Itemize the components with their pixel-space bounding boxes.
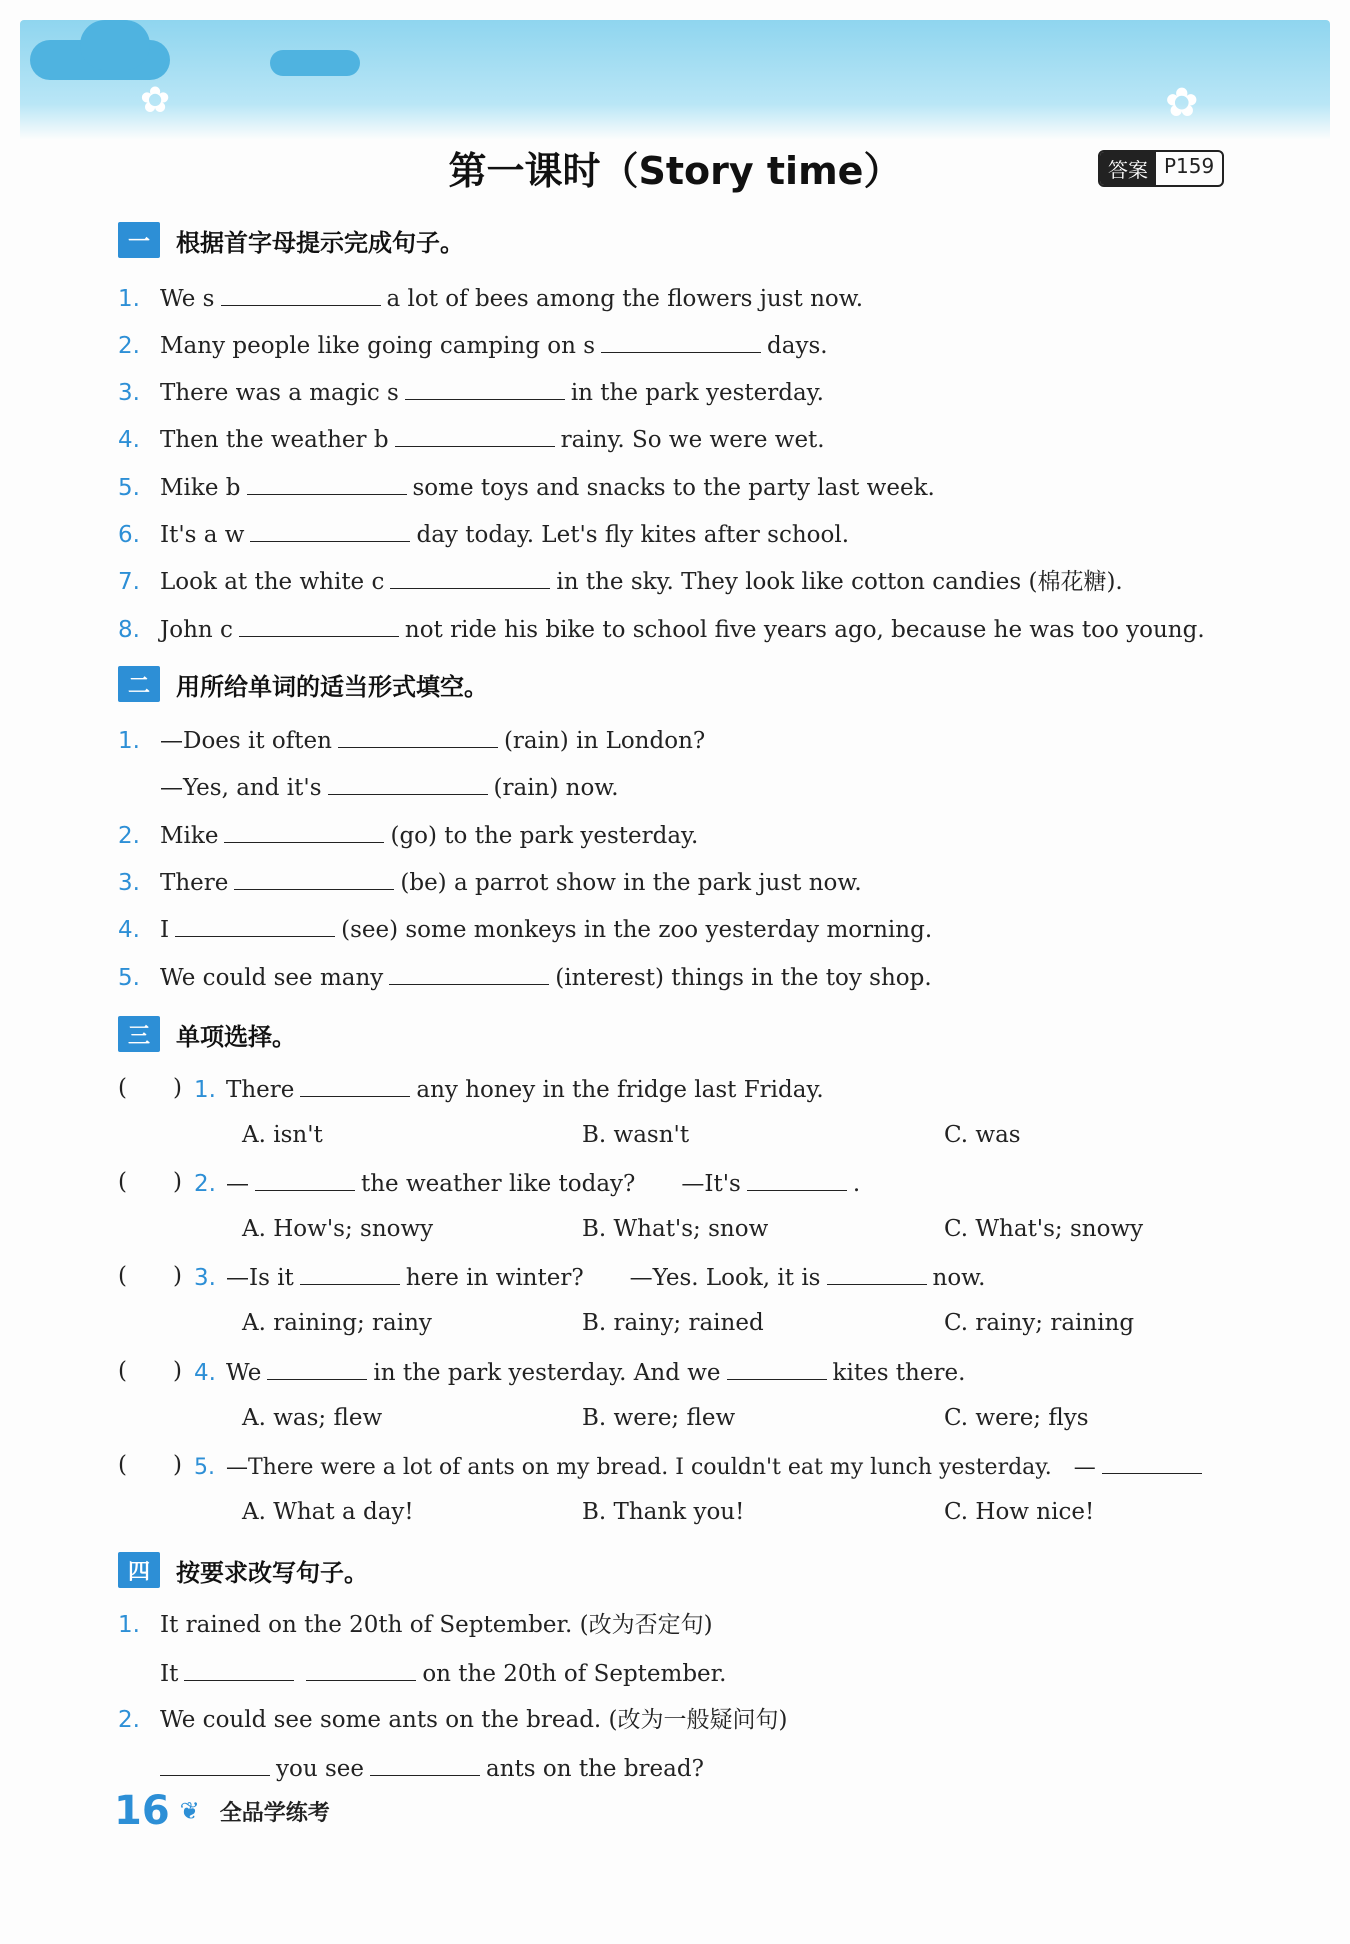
answer-bracket[interactable]: ( ) <box>118 1169 182 1195</box>
answer-blank[interactable] <box>395 422 555 447</box>
section-3-heading <box>118 1016 296 1052</box>
option-b[interactable]: B. wasn't <box>582 1122 690 1148</box>
answer-blank[interactable] <box>234 865 394 890</box>
answer-blank[interactable] <box>727 1355 827 1380</box>
question-stem: 3. —Is it here in winter? —Yes. Look, it is now. <box>194 1260 985 1294</box>
section-title: 用所给单词的适当形式填空。 <box>176 672 488 701</box>
header-banner <box>20 20 1330 140</box>
option-a[interactable]: A. What a day! <box>242 1499 414 1525</box>
answer-blank[interactable] <box>306 1656 416 1681</box>
answer-blank[interactable] <box>250 517 410 542</box>
list-item: 5. We could see many (interest) things in the toy shop. <box>118 960 932 994</box>
question-stem: 4. We in the park yesterday. And we kites there. <box>194 1355 965 1389</box>
list-item: 8. John c not ride his bike to school five years ago, because he was too young. <box>118 612 1205 646</box>
question-stem: 2. — the weather like today? —It's . <box>194 1166 860 1200</box>
answer-reference <box>1098 150 1224 187</box>
option-c[interactable]: C. rainy; raining <box>944 1310 1135 1336</box>
answer-line: It on the 20th of September. <box>160 1656 726 1690</box>
option-a[interactable]: A. isn't <box>242 1122 323 1148</box>
answer-bracket[interactable]: ( ) <box>118 1075 182 1101</box>
answer-blank[interactable] <box>255 1166 355 1191</box>
list-item: 4. I (see) some monkeys in the zoo yesterday morning. <box>118 912 932 946</box>
answer-line: you see ants on the bread? <box>160 1751 704 1785</box>
answer-bracket[interactable]: ( ) <box>118 1452 182 1478</box>
answer-bracket[interactable]: ( ) <box>118 1263 182 1289</box>
page-footer <box>114 1788 330 1834</box>
cloud-icon <box>80 20 150 70</box>
list-item: 2. Mike (go) to the park yesterday. <box>118 818 698 852</box>
option-c[interactable]: C. was <box>944 1122 1021 1148</box>
section-title: 单项选择。 <box>176 1022 296 1051</box>
answer-blank[interactable] <box>160 1751 270 1776</box>
answer-blank[interactable] <box>184 1656 294 1681</box>
answer-blank[interactable] <box>370 1751 480 1776</box>
option-a[interactable]: A. was; flew <box>242 1405 383 1431</box>
cloud-icon <box>270 50 360 76</box>
answer-blank[interactable] <box>405 375 565 400</box>
section-badge: 二 <box>118 666 160 702</box>
section-1-heading <box>118 222 464 258</box>
answer-blank[interactable] <box>601 328 761 353</box>
answer-bracket[interactable]: ( ) <box>118 1358 182 1384</box>
section-badge: 三 <box>118 1016 160 1052</box>
answer-blank[interactable] <box>300 1260 400 1285</box>
answer-blank[interactable] <box>221 281 381 306</box>
answer-label: 答案 <box>1100 152 1156 185</box>
answer-page: P159 <box>1164 154 1215 178</box>
list-item: 2. Many people like going camping on s days. <box>118 328 828 362</box>
option-b[interactable]: B. were; flew <box>582 1405 736 1431</box>
option-b[interactable]: B. Thank you! <box>582 1499 745 1525</box>
answer-blank[interactable] <box>247 470 407 495</box>
list-item: 4. Then the weather b rainy. So we were wet. <box>118 422 825 456</box>
book-name: 全品学练考 <box>219 1800 330 1826</box>
page-number: 16 <box>114 1788 170 1834</box>
section-badge: 一 <box>118 222 160 258</box>
answer-blank[interactable] <box>338 723 498 748</box>
answer-blank[interactable] <box>224 818 384 843</box>
answer-blank[interactable] <box>390 564 550 589</box>
list-item: 1. It rained on the 20th of September. (改为否定句) <box>118 1612 713 1638</box>
page-title: 第一课时（Story time） <box>448 149 902 193</box>
answer-blank[interactable] <box>300 1072 410 1097</box>
answer-blank[interactable] <box>1102 1449 1202 1474</box>
list-item: 2. We could see some ants on the bread. (改为一般疑问句) <box>118 1707 788 1733</box>
section-4-heading <box>118 1552 368 1588</box>
list-item: 1. —Does it often (rain) in London? <box>118 723 705 757</box>
option-b[interactable]: B. rainy; rained <box>582 1310 764 1336</box>
list-item: 1. We s a lot of bees among the flowers just now. <box>118 281 863 315</box>
option-a[interactable]: A. raining; rainy <box>242 1310 432 1336</box>
section-title: 按要求改写句子。 <box>176 1558 368 1587</box>
section-2-heading <box>118 666 488 702</box>
question-stem: 5. —There were a lot of ants on my bread. I couldn't eat my lunch yesterday. — <box>194 1449 1208 1484</box>
section-badge: 四 <box>118 1552 160 1588</box>
option-c[interactable]: C. What's; snowy <box>944 1216 1144 1242</box>
answer-blank[interactable] <box>389 960 549 985</box>
option-c[interactable]: C. How nice! <box>944 1499 1095 1525</box>
answer-blank[interactable] <box>747 1166 847 1191</box>
list-item: —Yes, and it's (rain) now. <box>118 770 619 804</box>
list-item: 7. Look at the white c in the sky. They look like cotton candies (棉花糖). <box>118 564 1123 598</box>
sprout-icon: ❦ <box>179 1797 200 1825</box>
list-item: 5. Mike b some toys and snacks to the party last week. <box>118 470 935 504</box>
answer-blank[interactable] <box>827 1260 927 1285</box>
section-title: 根据首字母提示完成句子。 <box>176 228 464 257</box>
option-a[interactable]: A. How's; snowy <box>242 1216 434 1242</box>
option-b[interactable]: B. What's; snow <box>582 1216 769 1242</box>
list-item: 3. There was a magic s in the park yesterday. <box>118 375 824 409</box>
list-item: 6. It's a w day today. Let's fly kites after school. <box>118 517 849 551</box>
flower-icon: ✿ <box>140 80 171 121</box>
option-c[interactable]: C. were; flys <box>944 1405 1089 1431</box>
list-item: 3. There (be) a parrot show in the park just now. <box>118 865 862 899</box>
flower-icon: ✿ <box>1165 80 1199 126</box>
answer-blank[interactable] <box>239 612 399 637</box>
question-stem: 1. There any honey in the fridge last Friday. <box>194 1072 824 1106</box>
answer-blank[interactable] <box>267 1355 367 1380</box>
answer-blank[interactable] <box>175 912 335 937</box>
answer-blank[interactable] <box>328 770 488 795</box>
